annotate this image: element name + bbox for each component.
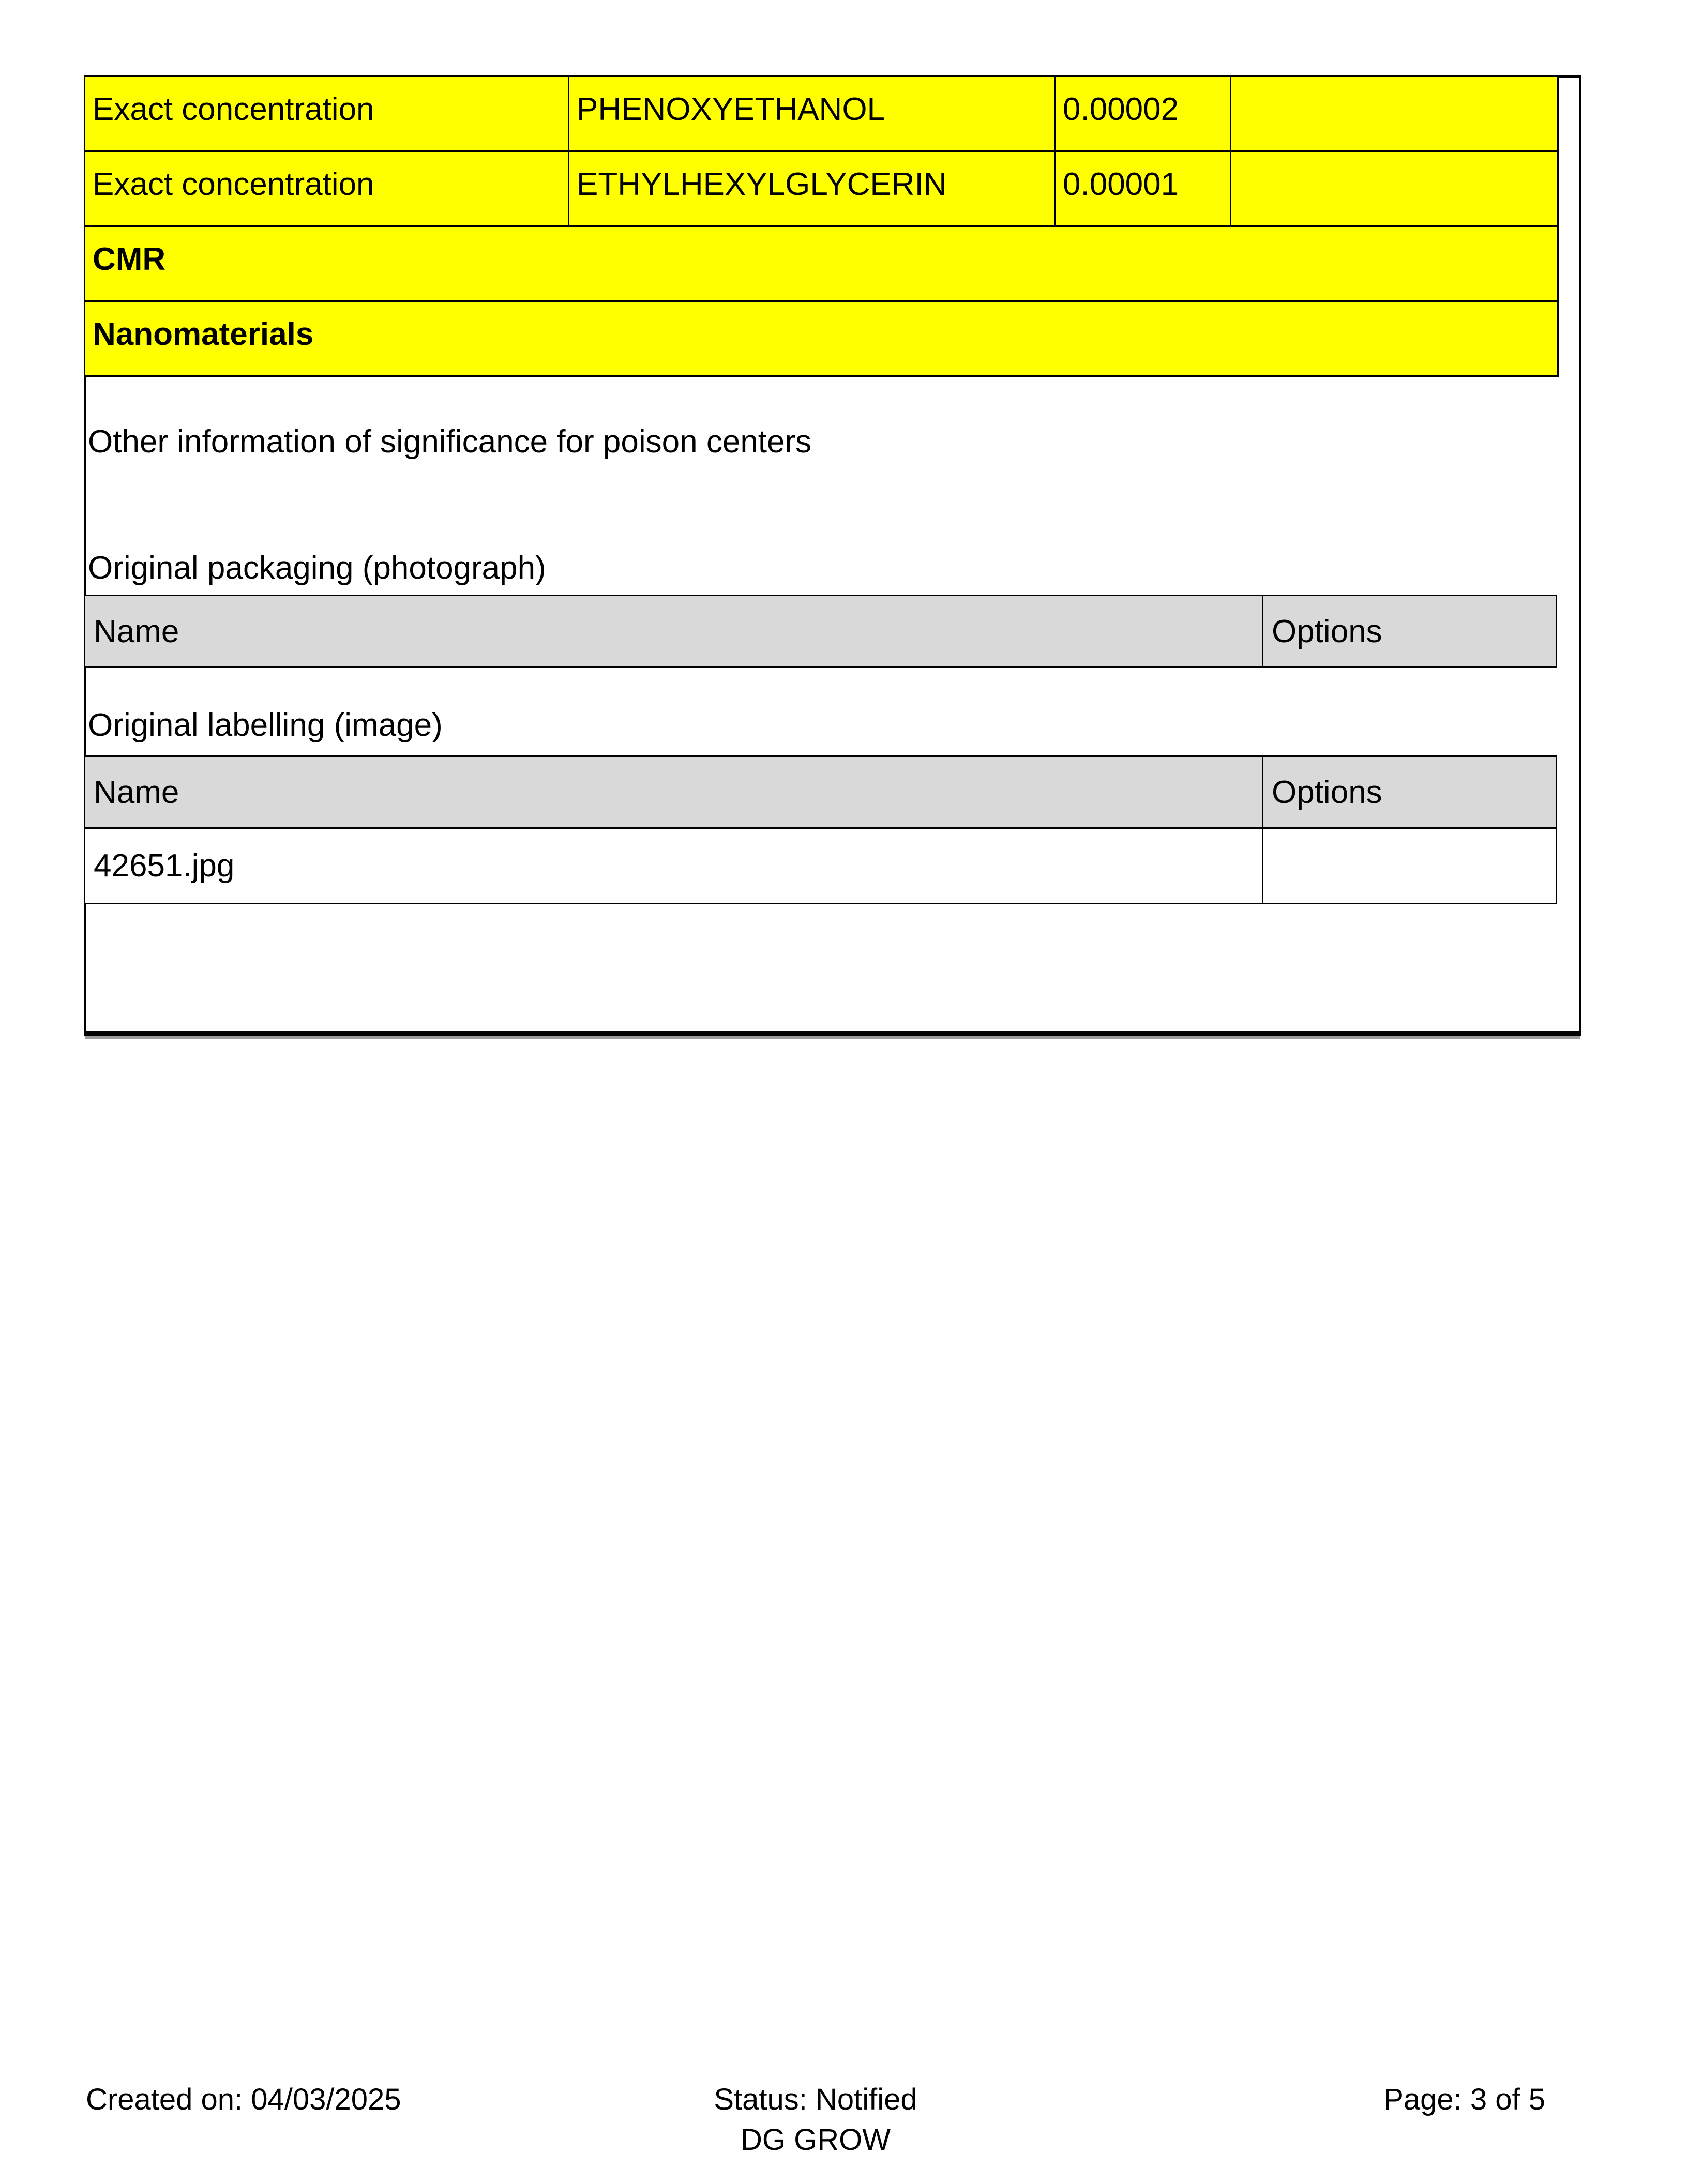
file-options-cell [1263, 829, 1556, 903]
labelling-section-title: Original labelling (image) [88, 707, 443, 743]
cmr-label: CMR [85, 226, 1558, 301]
cmr-row [85, 226, 1558, 301]
name-column-header: Name [85, 596, 1263, 666]
other-info-heading: Other information of significance for poison centers [88, 424, 812, 460]
table-row [85, 77, 1558, 151]
footer [86, 2080, 1545, 2160]
labelling-table [84, 755, 1557, 829]
field-cell: Exact concentration [85, 151, 569, 226]
concentration-cell: 0.00001 [1055, 151, 1231, 226]
footer-center [572, 2080, 1059, 2160]
file-name-cell: 42651.jpg [85, 829, 1263, 903]
page-number-text: Page: 3 of 5 [1383, 2083, 1546, 2116]
department-text: DG GROW [741, 2123, 891, 2157]
nanomaterials-label: Nanomaterials [85, 301, 1558, 376]
labelling-file-row [84, 829, 1557, 904]
concentration-cell: 0.00002 [1055, 77, 1231, 151]
note-cell [1231, 151, 1558, 226]
content-box [84, 75, 1581, 1036]
options-column-header: Options [1272, 613, 1382, 649]
field-cell: Exact concentration [85, 77, 569, 151]
ingredient-cell: PHENOXYETHANOL [569, 77, 1055, 151]
status-text: Status: Notified [714, 2083, 917, 2116]
concentration-table [84, 75, 1559, 377]
name-column-header: Name [85, 757, 1263, 827]
ingredient-cell: ETHYLHEXYLGLYCERIN [569, 151, 1055, 226]
table-row [85, 151, 1558, 226]
options-column-header: Options [1272, 774, 1382, 810]
nanomaterials-row [85, 301, 1558, 376]
packaging-section-title: Original packaging (photograph) [88, 550, 546, 586]
note-cell [1231, 77, 1558, 151]
packaging-table [84, 595, 1557, 668]
created-on-text: Created on: 04/03/2025 [86, 2083, 401, 2116]
